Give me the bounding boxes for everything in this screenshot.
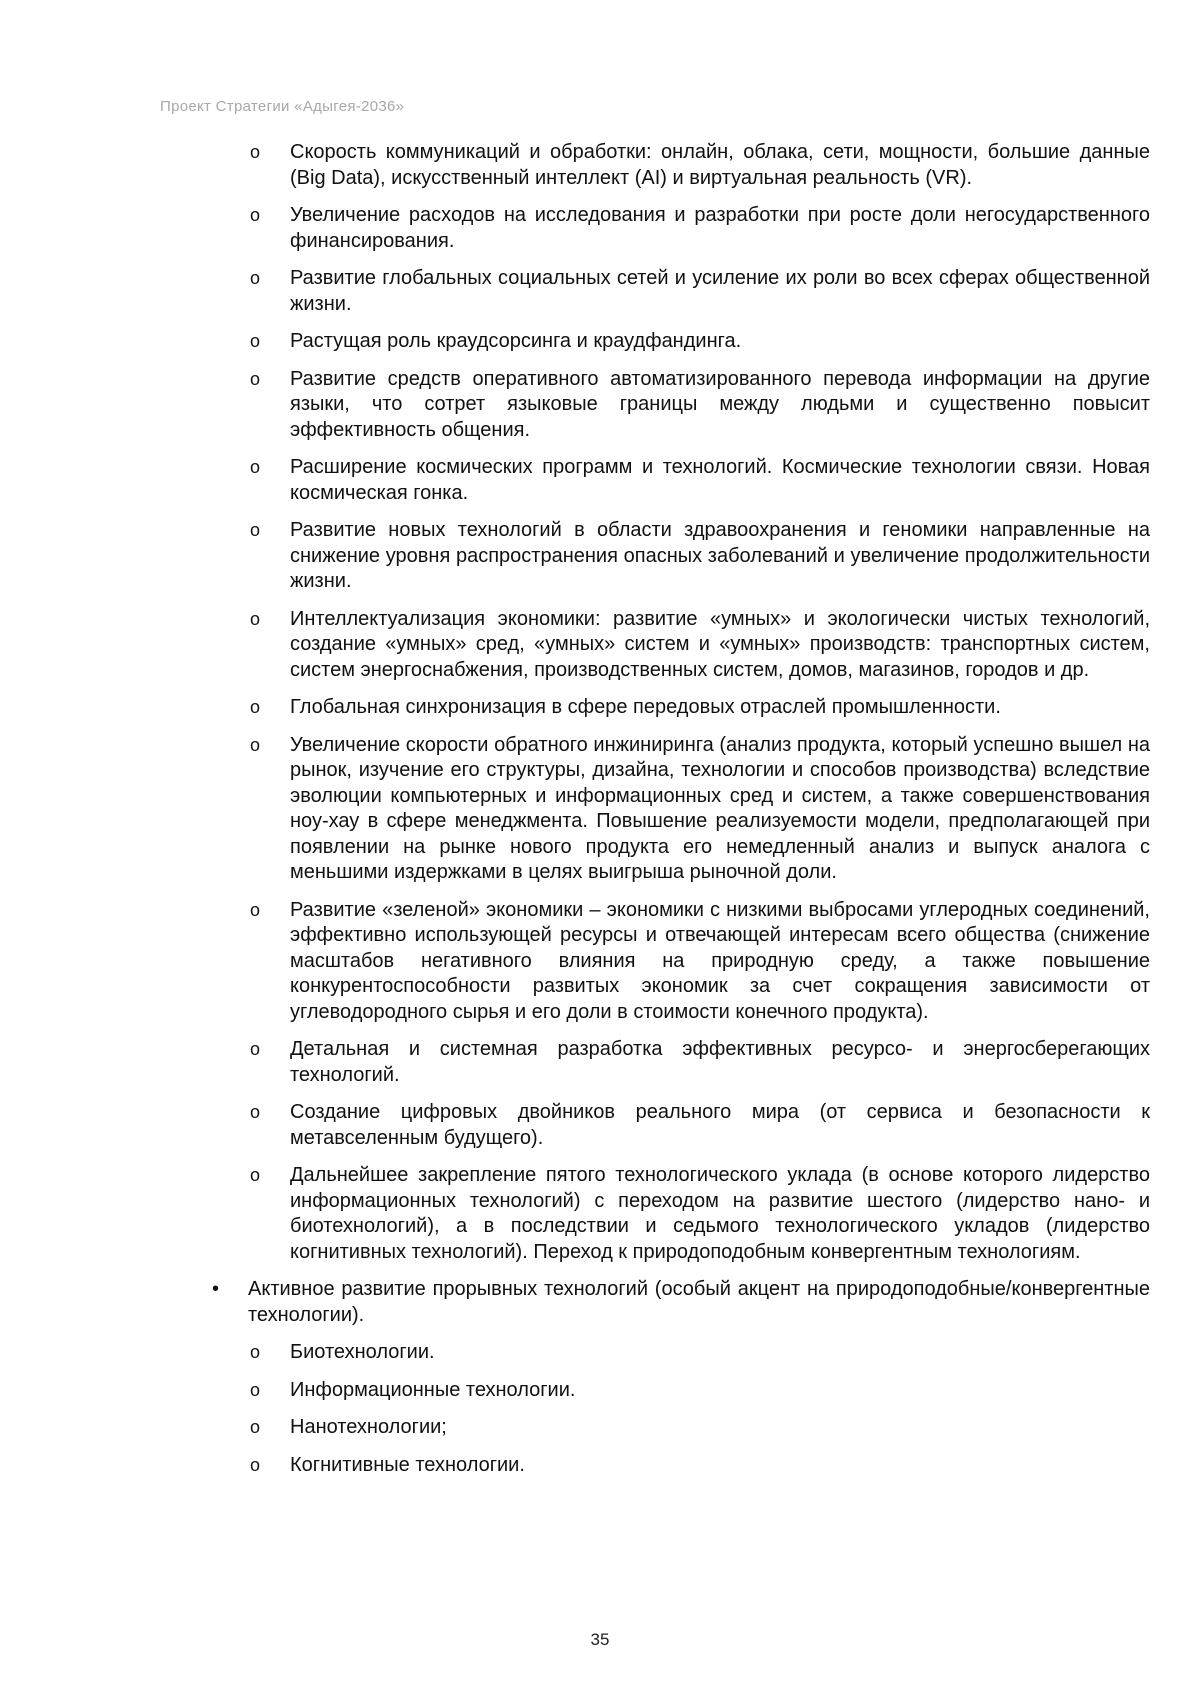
list-marker: o [250,697,261,717]
list-item-text: Развитие глобальных социальных сетей и усиление их роли во всех сферах общественной жизни. [290,267,1150,315]
list-item-text: Развитие средств оперативного автоматизированного перевода информации на другие языки, что сотрет языковые границы между людьми и существенно повысит эффективность общения. [290,367,1150,441]
list-item-text: Увеличение расходов на исследования и разработки при росте доли негосударственного финансирования. [290,204,1150,252]
list-item [250,1378,1150,1404]
list-item-text: Детальная и системная разработка эффективных ресурсо- и энергосберегающих технологий. [290,1038,1150,1086]
list-marker: o [250,1165,261,1185]
list-marker: o [250,142,261,162]
list-item [250,1037,1150,1088]
list-marker: o [250,205,261,225]
list-item [250,140,1150,191]
list-item [250,1340,1150,1366]
list-item [250,1415,1150,1441]
list-marker: o [250,1102,261,1122]
bullet-marker: • [212,1278,220,1300]
list-item-text: Глобальная синхронизация в сфере передовых отраслей промышленности. [290,696,1001,718]
list-marker: o [250,1342,261,1362]
list-item [250,898,1150,1026]
list-marker: o [250,734,261,755]
list-marker: o [250,520,261,540]
list-item-text: Растущая роль краудсорсинга и краудфандинга. [290,330,742,352]
list-item-text: Информационные технологии. [290,1378,576,1401]
list-item-text: Увеличение скорости обратного инжиниринга (анализ продукта, который успешно вышел на рынок, изучение его структуры, дизайна, технологии и способов производства) вследствие эволюции компьютерных и информационных сред и систем, а также совершенствования ноу-хау в сфере менеджмента. Повышение реализуемости модели, предполагающей при появлении на рынке нового продукта его немедленный анализ и выпуск аналога с меньшими издержками в целях выигрыша рыночной доли. [290,733,1150,883]
list-item-text: Развитие новых технологий в области здравоохранения и геномики направленные на снижение уровня распространения опасных заболеваний и увеличение продолжительности жизни. [290,519,1150,592]
sub-list-bottom [0,1340,1200,1478]
list-marker: o [250,331,261,351]
document-body [0,140,1200,1490]
list-item-text: Развитие «зеленой» экономики – экономики с низкими выбросами углеродных соединений, эффективно использующей ресурсы и отвечающей интересам всего общества (снижение масштабов негативного влияния на природную среду, а также повышение конкурентоспособности развитых экономик за счет сокращения зависимости от углеводородного сырья и его доли в стоимости конечного продукта). [290,898,1150,1023]
list-marker: o [250,268,261,288]
list-item [250,203,1150,254]
list-item-text: Интеллектуализация экономики: развитие «умных» и экологически чистых технологий, создание «умных» сред, «умных» систем и «умных» производств: транспортных систем, систем энергоснабжения, производственных систем, домов, магазинов, городов и др. [290,607,1150,681]
bullet-item [212,1277,1150,1328]
list-marker: o [250,608,261,629]
list-marker: o [250,1379,261,1400]
list-item [250,329,1150,355]
list-item [250,518,1150,595]
list-item-text: Создание цифровых двойников реального мира (от сервиса и безопасности к метавселенным будущего). [290,1101,1150,1149]
list-item [250,266,1150,317]
list-marker: o [250,1039,261,1059]
list-item-text: Нанотехнологии; [290,1416,447,1438]
document-header: Проект Стратегии «Адыгея-2036» [160,98,405,115]
list-item-text: Биотехнологии. [290,1341,435,1363]
bullet-text: Активное развитие прорывных технологий (особый акцент на природоподобные/конвергентные технологии). [248,1278,1150,1326]
list-item [250,455,1150,506]
list-item [250,607,1150,684]
list-marker: o [250,457,261,477]
list-item-text: Расширение космических программ и технологий. Космические технологии связи. Новая космическая гонка. [290,456,1150,504]
list-item-text: Дальнейшее закрепление пятого технологического уклада (в основе которого лидерство информационных технологий) с переходом на развитие шестого (лидерство нано- и биотехнологий), а в последствии и седьмого технологического укладов (лидерство когнитивных технологий). Переход к природоподобным конвергентным технологиям. [290,1164,1150,1263]
list-marker: o [250,1454,261,1475]
list-item [250,695,1150,721]
list-marker: o [250,1417,261,1437]
list-marker: o [250,899,261,920]
sub-list-top [0,140,1200,1265]
list-item [250,367,1150,444]
list-item [250,1453,1150,1479]
page-number: 35 [590,1630,610,1649]
list-item-text: Когнитивные технологии. [290,1453,525,1476]
list-item-text: Скорость коммуникаций и обработки: онлайн, облака, сети, мощности, большие данные (Big Data), искусственный интеллект (AI) и виртуальная реальность (VR). [290,141,1150,189]
list-marker: o [250,368,261,389]
list-item [250,1163,1150,1265]
list-item [250,1100,1150,1151]
list-item [250,733,1150,886]
